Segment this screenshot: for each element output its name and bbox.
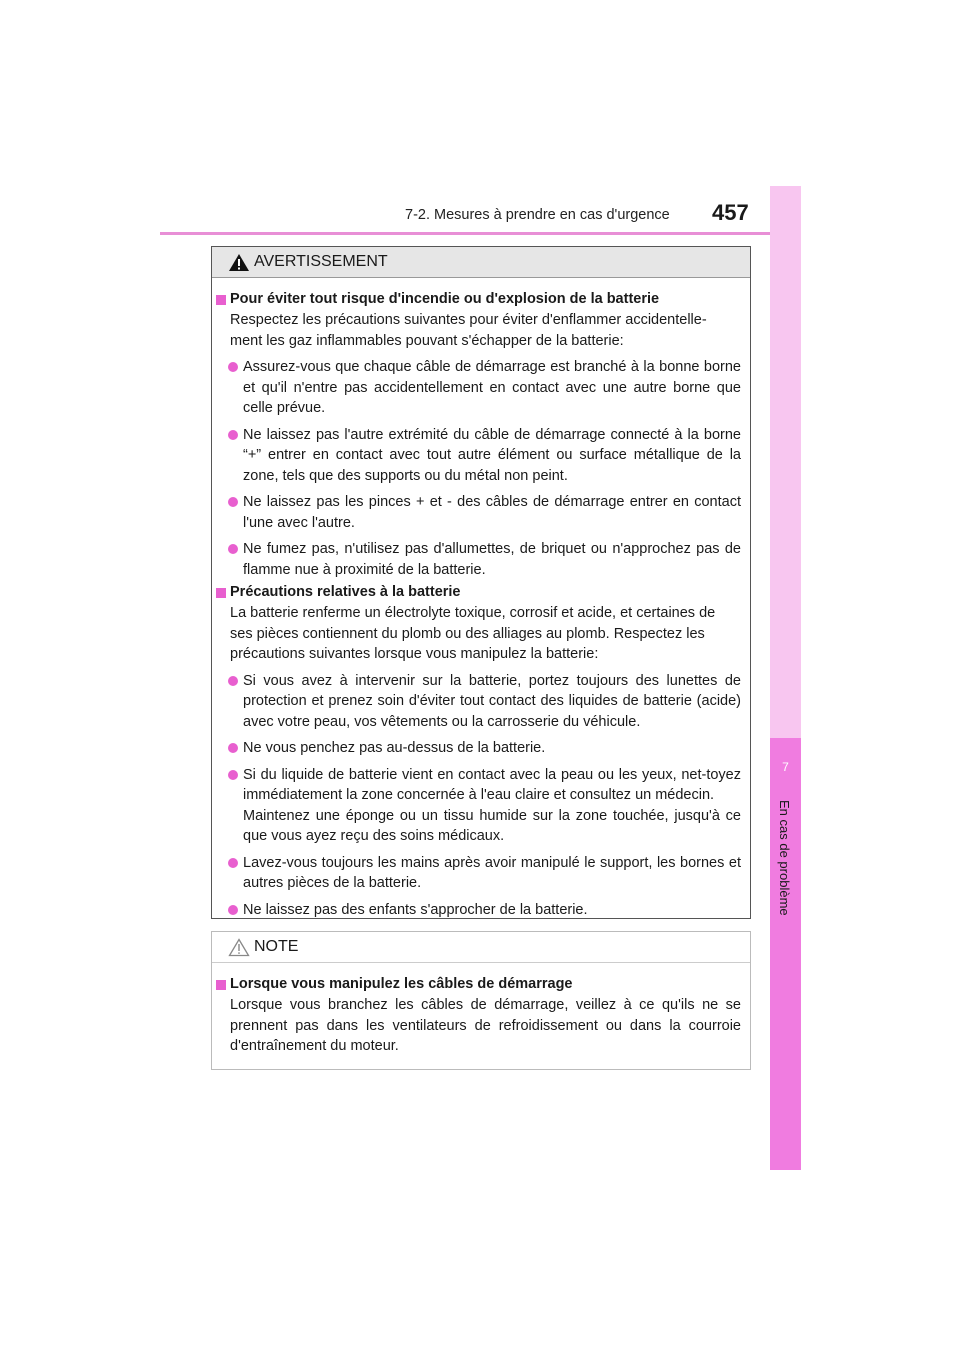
bullet-dot-icon [228, 362, 238, 372]
section-intro: La batterie renferme un électrolyte toxique, corrosif et acide, et certaines de ses pièces contiennent du plomb ou des alliages au plomb. Respectez les précautions suivantes lorsque vous manipulez la batterie: [230, 605, 716, 662]
section-heading: Lorsque vous manipulez les câbles de démarrage [212, 974, 750, 995]
note-header [212, 932, 750, 963]
bullet-dot-icon [228, 858, 238, 868]
warning-title: AVERTISSEMENT [254, 253, 388, 270]
note-triangle-icon [228, 938, 250, 957]
bullet-dot-icon [228, 676, 238, 686]
warning-header [212, 247, 750, 278]
list-item: Lavez-vous toujours les mains après avoir manipulé le support, les bornes et autres pièces de la batterie. [243, 853, 741, 894]
header-rule [160, 232, 800, 235]
list-item: Si du liquide de batterie vient en contact avec la peau ou les yeux, net-toyez immédiatement la zone concernée à l'eau claire et consultez un médecin. Maintenez une éponge ou un tissu humide sur la zone touchée, jusqu'à ce que vous ayez reçu des soins médicaux. [243, 765, 741, 847]
square-bullet-icon [216, 588, 226, 598]
side-tab-number: 7 [782, 760, 789, 774]
section-heading: Précautions relatives à la batterie [212, 582, 750, 603]
list-item: Ne laissez pas les pinces + et - des câbles de démarrage entrer en contact l'une avec l'autre. [243, 492, 741, 533]
bullet-dot-icon [228, 905, 238, 915]
section-heading: Pour éviter tout risque d'incendie ou d'explosion de la batterie [212, 289, 750, 310]
note-body: Lorsque vous branchez les câbles de démarrage, veillez à ce qu'ils ne se prennent pas dans les ventilateurs de refroidissement ou dans la courroie d'entraînement du moteur. [230, 997, 741, 1054]
list-item: Si vous avez à intervenir sur la batterie, portez toujours des lunettes de protection et prenez soin d'éviter tout contact des liquides de batterie (acide) avec votre peau, vos vêtements ou la carrosserie du véhicule. [243, 671, 741, 733]
square-bullet-icon [216, 295, 226, 305]
bullet-dot-icon [228, 497, 238, 507]
note-title: NOTE [254, 938, 299, 955]
note-content [212, 974, 750, 1057]
section-intro: Respectez les précautions suivantes pour éviter d'enflammer accidentelle- ment les gaz inflammables pouvant s'échapper de la batterie: [230, 312, 707, 349]
square-bullet-icon [216, 980, 226, 990]
list-item: Ne fumez pas, n'utilisez pas d'allumettes, de briquet ou n'approchez pas de flamme nue à proximité de la batterie. [243, 539, 741, 580]
warning-box [211, 246, 751, 919]
page-header-section: 7-2. Mesures à prendre en cas d'urgence [405, 207, 670, 223]
bullet-dot-icon [228, 743, 238, 753]
side-tab-label: En cas de problème [777, 800, 792, 916]
bullet-dot-icon [228, 544, 238, 554]
bullet-dot-icon [228, 430, 238, 440]
list-item: Assurez-vous que chaque câble de démarrage est branché à la bonne borne et qu'il n'entre pas accidentellement en contact avec une autre borne que celle prévue. [243, 357, 741, 419]
note-box [211, 931, 751, 1070]
page-number: 457 [712, 200, 749, 225]
list-item: Ne vous penchez pas au-dessus de la batterie. [243, 738, 741, 759]
list-item: Ne laissez pas l'autre extrémité du câble de démarrage connecté à la borne “+” entrer en contact avec tout autre élément ou surface métallique de la zone, tels que des supports ou du métal non peint. [243, 425, 741, 487]
bullet-dot-icon [228, 770, 238, 780]
warning-content [212, 289, 750, 920]
list-item: Ne laissez pas des enfants s'approcher de la batterie. [243, 900, 741, 921]
warning-triangle-icon [228, 253, 250, 272]
